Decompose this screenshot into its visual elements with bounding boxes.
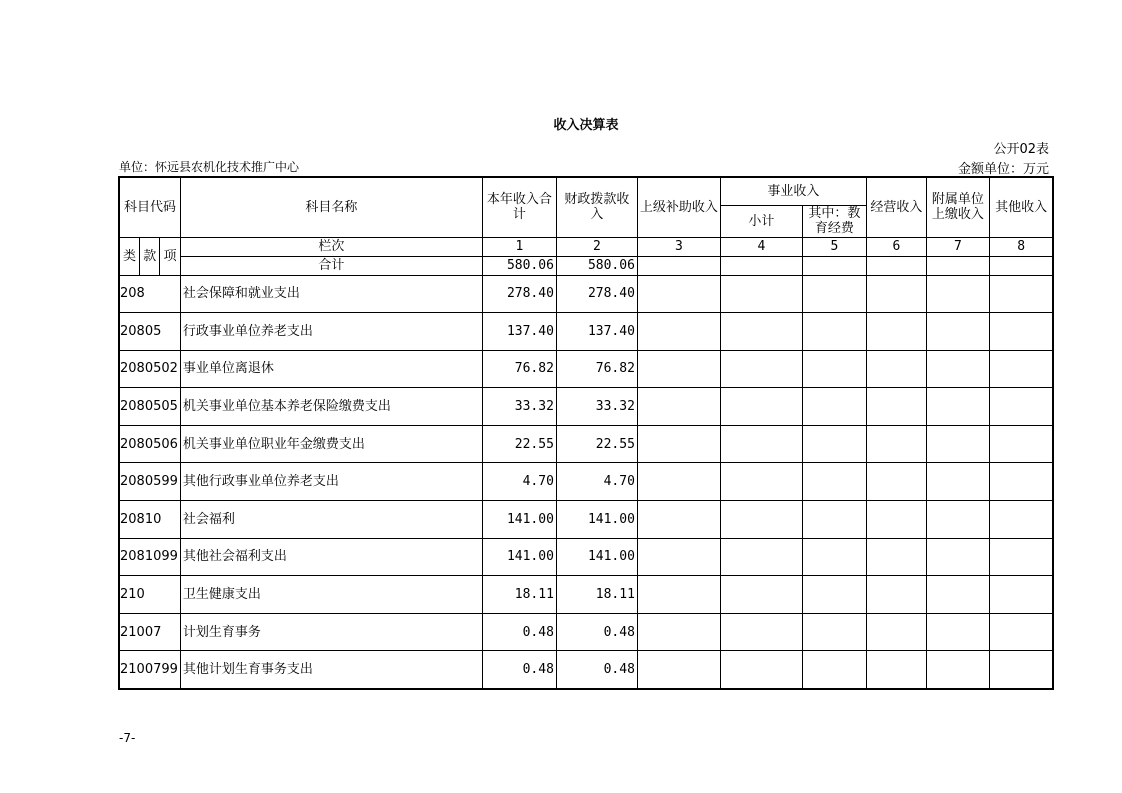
- table-row: [119, 613, 1053, 651]
- row-name: 社会保障和就业支出: [180, 275, 482, 313]
- income-table: [118, 176, 1054, 690]
- empty-cell: [926, 350, 989, 388]
- empty-cell: [989, 275, 1053, 313]
- empty-cell: [720, 425, 802, 463]
- row-fiscal: 0.48: [556, 613, 637, 651]
- header-subject-code: 科目代码: [119, 177, 180, 237]
- row-code: 2081099: [119, 538, 180, 576]
- table-row: [119, 463, 1053, 501]
- row-total: 137.40: [482, 313, 556, 351]
- empty-cell: [989, 651, 1053, 689]
- page-number: -7-: [119, 731, 136, 745]
- row-name: 事业单位离退休: [180, 350, 482, 388]
- empty-cell: [802, 651, 866, 689]
- empty-cell: [926, 576, 989, 614]
- header-subtotal: 小计: [720, 205, 802, 237]
- column-number: 3: [637, 237, 720, 256]
- row-fiscal: 0.48: [556, 651, 637, 689]
- empty-cell: [802, 538, 866, 576]
- row-code: 2080506: [119, 425, 180, 463]
- column-number: 6: [866, 237, 926, 256]
- header-lei: 类: [119, 237, 139, 275]
- empty-cell: [802, 501, 866, 539]
- header-business: 事业收入: [720, 177, 866, 205]
- row-fiscal: 137.40: [556, 313, 637, 351]
- empty-cell: [866, 463, 926, 501]
- empty-cell: [720, 613, 802, 651]
- header-fiscal: 财政拨款收入: [556, 177, 637, 237]
- row-total: 76.82: [482, 350, 556, 388]
- empty-cell: [866, 425, 926, 463]
- row-total: 0.48: [482, 651, 556, 689]
- header-subject-name: 科目名称: [180, 177, 482, 237]
- empty-cell: [802, 463, 866, 501]
- table-row: [119, 501, 1053, 539]
- empty-cell: [989, 388, 1053, 426]
- header-xiang: 项: [160, 237, 180, 275]
- header-total-income: 本年收入合计: [482, 177, 556, 237]
- column-number: 1: [482, 237, 556, 256]
- empty-cell: [720, 576, 802, 614]
- table-row: [119, 350, 1053, 388]
- empty-cell: [637, 275, 720, 313]
- empty-cell: [637, 613, 720, 651]
- table-body: [119, 275, 1053, 689]
- row-fiscal: 278.40: [556, 275, 637, 313]
- empty-cell: [926, 313, 989, 351]
- empty-cell: [637, 576, 720, 614]
- empty-cell: [989, 256, 1053, 275]
- row-code: 210: [119, 576, 180, 614]
- column-number: 2: [556, 237, 637, 256]
- row-total: 141.00: [482, 538, 556, 576]
- total-row-fiscal: 580.06: [556, 256, 637, 275]
- empty-cell: [866, 538, 926, 576]
- row-total: 18.11: [482, 576, 556, 614]
- empty-cell: [989, 613, 1053, 651]
- row-code: 2100799: [119, 651, 180, 689]
- empty-cell: [720, 275, 802, 313]
- empty-cell: [866, 275, 926, 313]
- row-code: 2080502: [119, 350, 180, 388]
- header-kuan: 款: [139, 237, 159, 275]
- empty-cell: [802, 388, 866, 426]
- empty-cell: [637, 501, 720, 539]
- table-row: [119, 538, 1053, 576]
- column-number: 4: [720, 237, 802, 256]
- row-total: 4.70: [482, 463, 556, 501]
- empty-cell: [637, 350, 720, 388]
- row-name: 社会福利: [180, 501, 482, 539]
- row-fiscal: 4.70: [556, 463, 637, 501]
- row-fiscal: 141.00: [556, 501, 637, 539]
- table-row: [119, 425, 1053, 463]
- empty-cell: [637, 538, 720, 576]
- row-code: 20805: [119, 313, 180, 351]
- empty-cell: [802, 256, 866, 275]
- empty-cell: [989, 576, 1053, 614]
- row-name: 其他计划生育事务支出: [180, 651, 482, 689]
- table-row: [119, 576, 1053, 614]
- empty-cell: [866, 350, 926, 388]
- empty-cell: [926, 501, 989, 539]
- empty-cell: [720, 463, 802, 501]
- header-affiliated: 附属单位上缴收入: [926, 177, 989, 237]
- row-fiscal: 76.82: [556, 350, 637, 388]
- total-row-total: 580.06: [482, 256, 556, 275]
- report-title: 收入决算表: [553, 118, 619, 133]
- row-name: 其他社会福利支出: [180, 538, 482, 576]
- empty-cell: [637, 651, 720, 689]
- empty-cell: [637, 256, 720, 275]
- form-number: 公开02表: [993, 142, 1049, 157]
- table-row: [119, 651, 1053, 689]
- row-code: 2080505: [119, 388, 180, 426]
- empty-cell: [637, 313, 720, 351]
- empty-cell: [989, 313, 1053, 351]
- row-fiscal: 22.55: [556, 425, 637, 463]
- empty-cell: [866, 256, 926, 275]
- table-row: [119, 313, 1053, 351]
- empty-cell: [802, 613, 866, 651]
- empty-cell: [926, 256, 989, 275]
- empty-cell: [866, 501, 926, 539]
- empty-cell: [989, 425, 1053, 463]
- row-total: 33.32: [482, 388, 556, 426]
- empty-cell: [637, 463, 720, 501]
- row-total: 141.00: [482, 501, 556, 539]
- empty-cell: [989, 350, 1053, 388]
- empty-cell: [926, 425, 989, 463]
- amount-unit: 金额单位：万元: [957, 162, 1049, 177]
- empty-cell: [926, 388, 989, 426]
- row-name: 卫生健康支出: [180, 576, 482, 614]
- row-name: 行政事业单位养老支出: [180, 313, 482, 351]
- empty-cell: [989, 463, 1053, 501]
- header-operating: 经营收入: [866, 177, 926, 237]
- table-row: [119, 388, 1053, 426]
- empty-cell: [720, 388, 802, 426]
- row-fiscal: 18.11: [556, 576, 637, 614]
- row-total: 278.40: [482, 275, 556, 313]
- empty-cell: [926, 613, 989, 651]
- empty-cell: [989, 501, 1053, 539]
- empty-cell: [802, 275, 866, 313]
- total-row-label: 合计: [180, 256, 482, 275]
- row-code: 21007: [119, 613, 180, 651]
- empty-cell: [720, 538, 802, 576]
- empty-cell: [989, 538, 1053, 576]
- row-code: 2080599: [119, 463, 180, 501]
- row-total: 22.55: [482, 425, 556, 463]
- row-name: 计划生育事务: [180, 613, 482, 651]
- empty-cell: [637, 425, 720, 463]
- empty-cell: [720, 256, 802, 275]
- row-code: 20810: [119, 501, 180, 539]
- row-name: 其他行政事业单位养老支出: [180, 463, 482, 501]
- empty-cell: [802, 576, 866, 614]
- empty-cell: [637, 388, 720, 426]
- empty-cell: [866, 651, 926, 689]
- row-name: 机关事业单位职业年金缴费支出: [180, 425, 482, 463]
- header-superior: 上级补助收入: [637, 177, 720, 237]
- row-name: 机关事业单位基本养老保险缴费支出: [180, 388, 482, 426]
- empty-cell: [802, 425, 866, 463]
- empty-cell: [866, 613, 926, 651]
- header-other: 其他收入: [989, 177, 1053, 237]
- empty-cell: [926, 275, 989, 313]
- empty-cell: [720, 313, 802, 351]
- empty-cell: [720, 651, 802, 689]
- row-total: 0.48: [482, 613, 556, 651]
- row-code: 208: [119, 275, 180, 313]
- empty-cell: [866, 313, 926, 351]
- empty-cell: [926, 463, 989, 501]
- empty-cell: [802, 350, 866, 388]
- unit-label: 单位：怀远县农机化技术推广中心: [119, 160, 300, 174]
- column-number: 7: [926, 237, 989, 256]
- empty-cell: [802, 313, 866, 351]
- column-number: 5: [802, 237, 866, 256]
- row-fiscal: 33.32: [556, 388, 637, 426]
- header-education: 其中：教育经费: [802, 205, 866, 237]
- empty-cell: [720, 501, 802, 539]
- table-row: [119, 275, 1053, 313]
- empty-cell: [926, 651, 989, 689]
- empty-cell: [866, 388, 926, 426]
- empty-cell: [720, 350, 802, 388]
- row-fiscal: 141.00: [556, 538, 637, 576]
- column-label: 栏次: [180, 237, 482, 256]
- empty-cell: [926, 538, 989, 576]
- empty-cell: [866, 576, 926, 614]
- column-number: 8: [989, 237, 1053, 256]
